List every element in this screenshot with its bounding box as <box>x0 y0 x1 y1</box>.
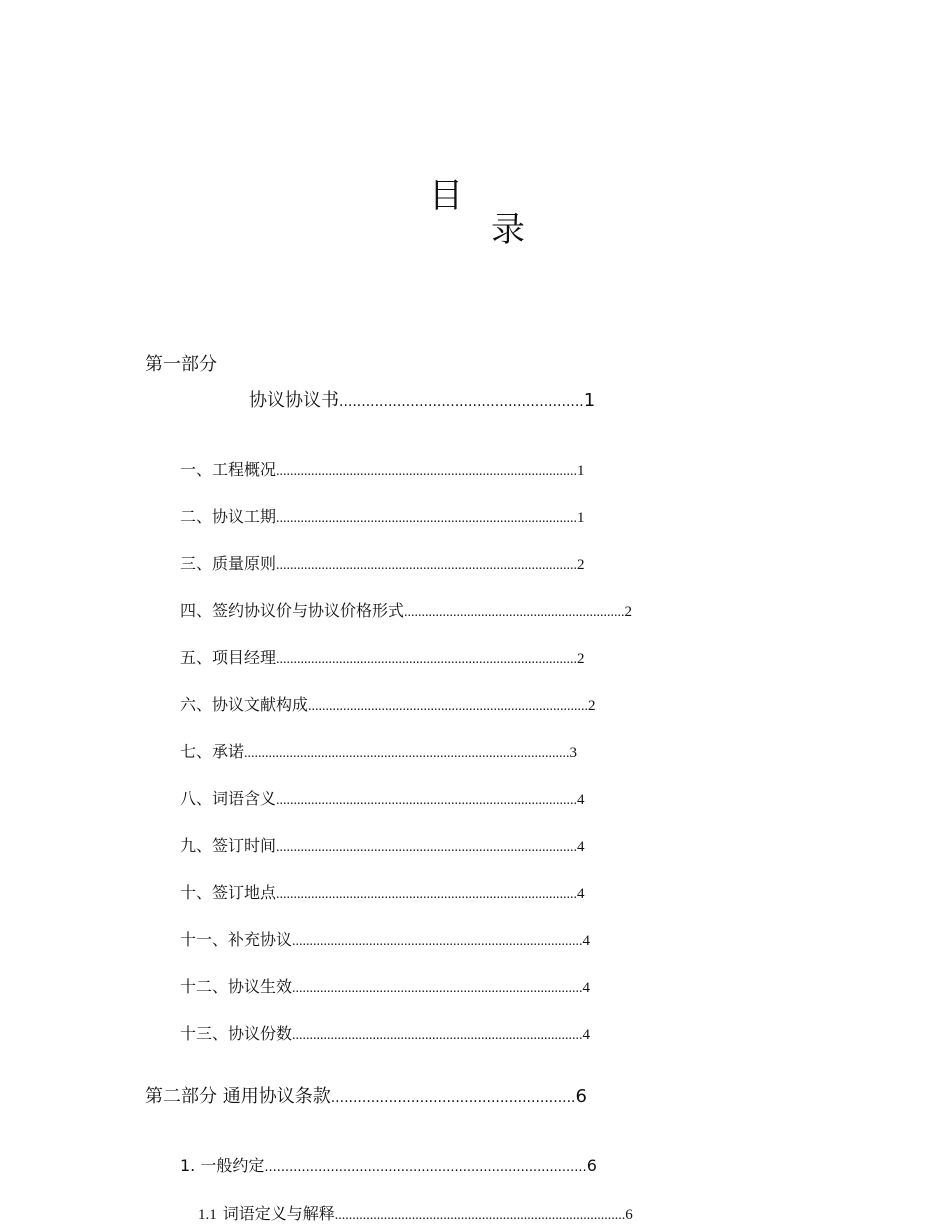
part1-label: 第一部分 <box>145 354 217 375</box>
section1-entry[interactable] <box>180 1153 597 1181</box>
toc-leader-dots: ...................................................................................... <box>276 558 578 573</box>
toc-entry-page: 2 <box>577 557 585 573</box>
toc-entry-page: 1 <box>577 463 585 479</box>
toc-title-char-1: 目 <box>429 176 463 216</box>
toc-entry-text: 十二、协议生效 <box>180 977 293 996</box>
toc-entry-text: 十一、补充协议 <box>180 930 293 949</box>
toc-entry-part1-item[interactable] <box>180 927 590 955</box>
toc-entry-text: 二、协议工期 <box>180 507 277 526</box>
toc-entry-text: 四、签约协议价与协议价格形式 <box>180 601 405 620</box>
toc-entry-part1-item[interactable] <box>180 786 585 814</box>
toc-entry-text: 六、协议文献构成 <box>180 695 309 714</box>
toc-leader-dots: ............................................................................................. <box>244 746 570 761</box>
toc-entry-page: 4 <box>582 980 591 996</box>
toc-entry-text: 八、词语含义 <box>180 789 277 808</box>
toc-leader-dots: ................................................................................ <box>308 699 589 714</box>
toc-entry-part1-item[interactable] <box>180 645 585 673</box>
toc-entry-text: 十三、协议份数 <box>180 1024 293 1043</box>
toc-entry-part1-item[interactable] <box>180 833 585 861</box>
toc-entry-page: 2 <box>577 651 585 667</box>
toc-entry-number: 1.1 <box>198 1207 217 1223</box>
toc-entry-text: 协议协议书 <box>249 390 339 411</box>
toc-entry-part1-item[interactable] <box>180 739 577 767</box>
toc-leader-dots: ....................................................... <box>330 1090 576 1106</box>
toc-leader-dots: ................................................................................... <box>334 1208 626 1223</box>
toc-entry-part1-item[interactable] <box>180 692 596 720</box>
toc-entry-page: 1 <box>583 390 596 411</box>
toc-leader-dots: ................................................................................... <box>292 1028 583 1043</box>
toc-entry-text: 1. 一般约定 <box>180 1156 265 1175</box>
part1-heading-entry[interactable] <box>249 388 595 415</box>
toc-entry-text: 一、工程概况 <box>180 460 277 479</box>
toc-leader-dots: ...................................................................................... <box>276 511 578 526</box>
toc-entry-part1-item[interactable] <box>180 504 585 532</box>
toc-leader-dots: ................................................................................... <box>292 934 583 949</box>
toc-leader-dots: ...................................................................................... <box>276 464 578 479</box>
toc-entry-text: 词语定义与解释 <box>222 1204 335 1223</box>
toc-entry-page: 6 <box>625 1207 633 1223</box>
toc-entry-page: 6 <box>586 1156 597 1175</box>
toc-entry-page: 4 <box>577 792 585 808</box>
toc-title-char-2: 录 <box>491 210 525 250</box>
toc-leader-dots: ....................................................... <box>339 394 584 410</box>
toc-entry-text: 五、项目经理 <box>180 648 277 667</box>
part2-entry[interactable] <box>145 1084 587 1111</box>
toc-leader-dots: ............................................................... <box>404 605 625 620</box>
toc-entry-page: 1 <box>577 510 585 526</box>
toc-entry-part1-item[interactable] <box>180 974 590 1002</box>
toc-entry-page: 2 <box>624 604 633 620</box>
toc-leader-dots: ...................................................................................... <box>276 840 578 855</box>
toc-leader-dots: ...................................................................................... <box>276 887 578 902</box>
toc-leader-dots: ................................................................................... <box>292 981 583 996</box>
toc-entry-part1-item[interactable] <box>180 1021 590 1049</box>
subsection1-1-entry[interactable] <box>198 1201 633 1229</box>
toc-entry-page: 4 <box>582 933 591 949</box>
toc-entry-page: 2 <box>588 698 596 714</box>
toc-entry-text: 七、承诺 <box>180 742 245 761</box>
toc-leader-dots: ...................................................................................... <box>276 652 578 667</box>
toc-entry-page: 4 <box>582 1027 591 1043</box>
toc-entry-page: 3 <box>569 745 578 761</box>
toc-entry-text: 第二部分 通用协议条款 <box>145 1086 331 1107</box>
toc-entry-part1-item[interactable] <box>180 457 585 485</box>
toc-entry-part1-item[interactable] <box>180 598 632 626</box>
toc-entry-page: 4 <box>577 839 585 855</box>
toc-leader-dots: .............................................................................. <box>264 1160 587 1175</box>
toc-leader-dots: ...................................................................................... <box>276 793 578 808</box>
toc-entry-text: 九、签订时间 <box>180 836 277 855</box>
toc-entry-page: 6 <box>575 1086 587 1107</box>
toc-entry-text: 十、签订地点 <box>180 883 277 902</box>
toc-entry-text: 三、质量原则 <box>180 554 277 573</box>
toc-entry-part1-item[interactable] <box>180 551 585 579</box>
toc-entry-page: 4 <box>577 886 585 902</box>
toc-entry-part1-item[interactable] <box>180 880 585 908</box>
